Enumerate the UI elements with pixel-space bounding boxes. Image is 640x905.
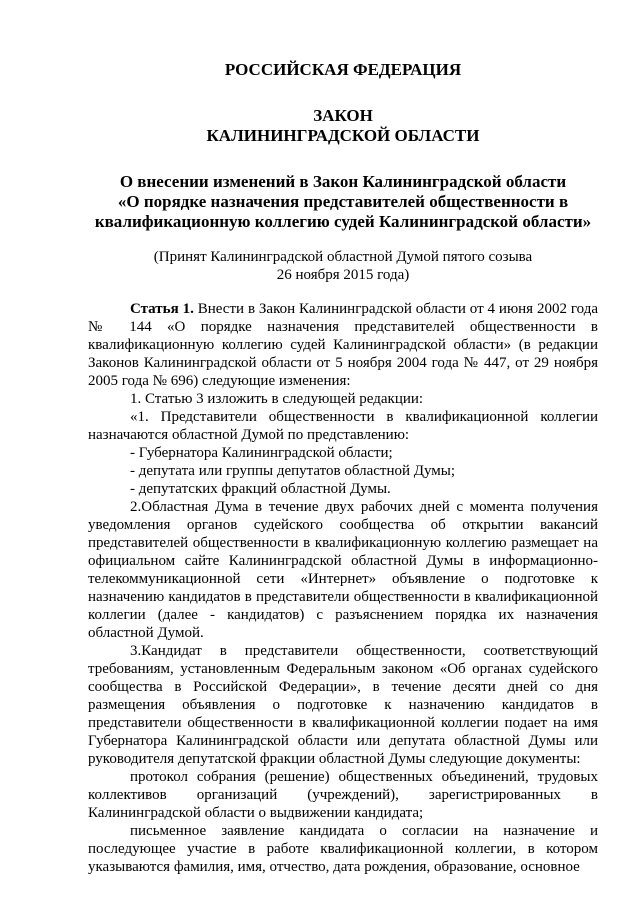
law-title (88, 172, 598, 232)
paragraph-protocol: протокол собрания (решение) общественных объединений, трудовых коллективов организаций (учреждений), зарегистрированных в Калининградской области о выдвижении кандидата; (88, 769, 598, 821)
paragraph-2: «1. Представители общественности в квалификационной коллегии назначаются областной Думой по представлению: (88, 409, 598, 443)
law-heading-line2: КАЛИНИНГРАДСКОЙ ОБЛАСТИ (206, 126, 480, 145)
law-title-line1: О внесении изменений в Закон Калининградской области (119, 172, 567, 191)
law-heading-line1: ЗАКОН (313, 106, 373, 125)
law-title-line3: квалификационную коллегию судей Калининградской области» (94, 212, 592, 231)
adoption-note (88, 248, 598, 284)
paragraph-point-3: 3.Кандидат в представители общественности, соответствующий требованиям, установленным Федеральным законом «Об органах судейского сообщества в Российской Федерации», в течение десяти дней со дня размещения объявления о подготовке к назначению кандидатов в представители общественности в квалификационной коллегии подает на имя Губернатора Калининградской области или депутата областной Думы или руководителя депутатской фракции областной Думы следующие документы: (88, 643, 598, 767)
federation-heading: РОССИЙСКАЯ ФЕДЕРАЦИЯ (224, 60, 462, 79)
list-item-deputy: - депутата или группы депутатов областной Думы; (130, 463, 456, 479)
list-item-factions: - депутатских фракций областной Думы. (130, 481, 391, 497)
list-item-governor: - Губернатора Калининградской области; (130, 445, 393, 461)
paragraph-statement: письменное заявление кандидата о согласии на назначение и последующее участие в работе квалификационной коллегии, в котором указываются фамилия, имя, отчество, дата рождения, образование, основное (88, 823, 598, 875)
paragraph-point-2: 2.Областная Дума в течение двух рабочих дней с момента получения уведомления органов судейского сообщества об открытии вакансий представителей общественности в квалификационную коллегию размещает на официальном сайте Калининградской областной Думы в информационно-телекоммуникационной сети «Интернет» объявление о подготовке к назначению кандидатов в представители общественности в квалификационной коллегии (далее - кандидатов) с разъяснением порядка их назначения областной Думой. (88, 499, 598, 641)
article-label: Статья 1. (130, 301, 194, 317)
paragraph-1: 1. Статью 3 изложить в следующей редакции: (130, 391, 424, 407)
article-text: Внести в Закон Калининградской области от 4 июня 2002 года № 144 «О порядке назначения представителей общественности в квалификационную коллегию судей Калининградской области» (в редакции Законов Калининградской области от 5 ноября 2004 года № 447, от 29 ноября 2005 года № 696) следующие изменения: (88, 301, 598, 389)
adoption-note-line2: 26 ноября 2015 года) (276, 267, 410, 283)
law-heading (88, 106, 598, 146)
law-title-line2: «О порядке назначения представителей общественности в (117, 192, 569, 211)
adoption-note-line1: (Принят Калининградской областной Думой пятого созыва (153, 249, 533, 265)
article-1-paragraph (88, 300, 598, 390)
